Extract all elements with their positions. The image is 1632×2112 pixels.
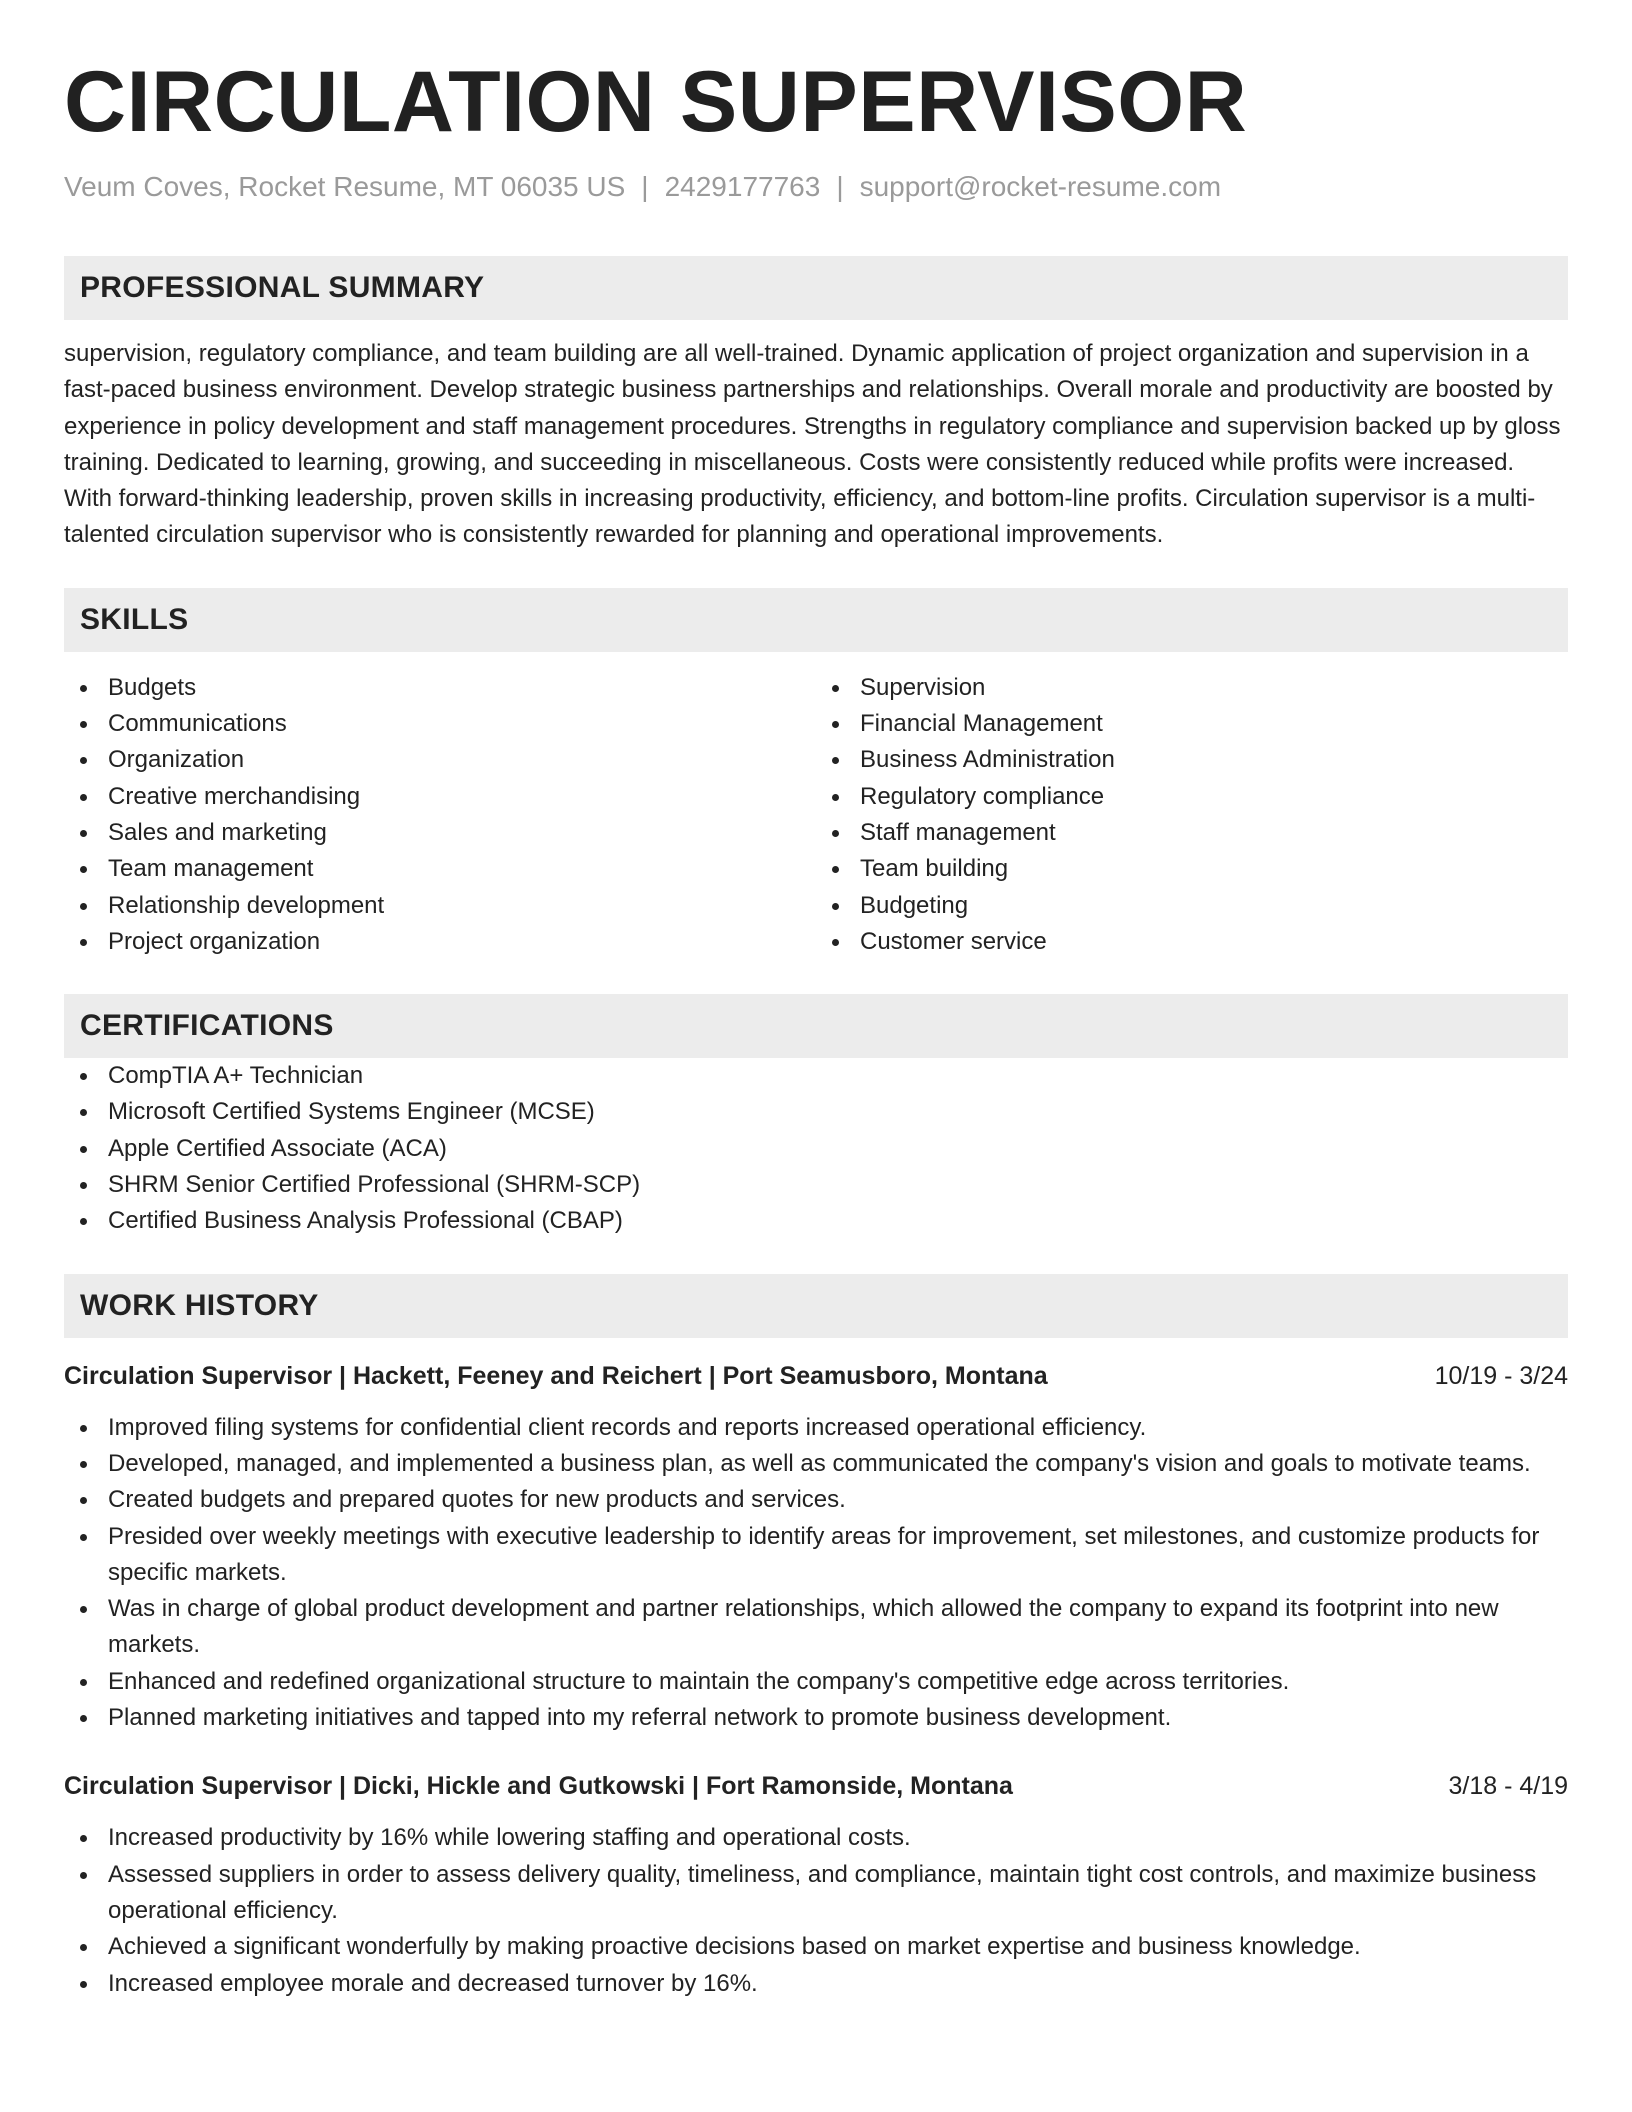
summary-text: supervision, regulatory compliance, and team building are all well-trained. Dynamic application of project organization and supervision in a fast-paced business environment. Develop strategic business partnerships and relationships. Overall morale and productivity are boosted by experience in policy development and staff management procedures. Strengths in regulatory compliance and supervision backed up by gloss training. Dedicated to learning, growing, and succeeding in miscellaneous. Costs were consistently reduced while profits were increased. With forward-thinking leadership, proven skills in increasing productivity, efficiency, and bottom-line profits. Circulation supervisor is a multi-talented circulation supervisor who is consistently rewarded for planning and operational improvements. bbox=[64, 340, 1561, 549]
certification-item: CompTIA A+ Technician bbox=[64, 1058, 1568, 1094]
job-bullet: Presided over weekly meetings with executive leadership to identify areas for improvement, set milestones, and customize products for specific markets. bbox=[64, 1519, 1568, 1592]
work-history-list bbox=[64, 1358, 1568, 2002]
skill-item: Budgets bbox=[64, 670, 816, 706]
section-header-work-history: WORK HISTORY bbox=[64, 1274, 1568, 1338]
job-title: Circulation Supervisor | Dicki, Hickle and Gutkowski | Fort Ramonside, Montana bbox=[64, 1772, 1013, 1801]
job-bullets bbox=[64, 1820, 1568, 2001]
section-header-skills: SKILLS bbox=[64, 588, 1568, 652]
skill-item: Business Administration bbox=[816, 742, 1568, 778]
job-bullet: Enhanced and redefined organizational structure to maintain the company's competitive edge across territories. bbox=[64, 1664, 1568, 1700]
contact-address: Veum Coves, Rocket Resume, MT 06035 US bbox=[64, 171, 626, 202]
certifications-list bbox=[64, 1058, 1568, 1239]
job-bullet: Developed, managed, and implemented a business plan, as well as communicated the company's vision and goals to motivate teams. bbox=[64, 1446, 1568, 1482]
skill-item: Organization bbox=[64, 742, 816, 778]
contact-separator: | bbox=[641, 171, 649, 202]
skills-list-right bbox=[816, 670, 1568, 960]
job-dates: 10/19 - 3/24 bbox=[1434, 1361, 1568, 1390]
job-title: Circulation Supervisor | Hackett, Feeney and Reichert | Port Seamusboro, Montana bbox=[64, 1361, 1048, 1390]
job-entry bbox=[64, 1768, 1568, 2001]
skill-item: Budgeting bbox=[816, 888, 1568, 924]
job-bullet: Increased employee morale and decreased turnover by 16%. bbox=[64, 1966, 1568, 2002]
resume-name: CIRCULATION SUPERVISOR bbox=[64, 54, 1248, 150]
job-entry bbox=[64, 1358, 1568, 1737]
job-bullet: Created budgets and prepared quotes for new products and services. bbox=[64, 1482, 1568, 1518]
skill-item: Regulatory compliance bbox=[816, 779, 1568, 815]
job-bullet: Planned marketing initiatives and tapped into my referral network to promote business development. bbox=[64, 1700, 1568, 1736]
certification-item: Microsoft Certified Systems Engineer (MCSE) bbox=[64, 1094, 1568, 1130]
certification-item: Apple Certified Associate (ACA) bbox=[64, 1131, 1568, 1167]
skill-item: Communications bbox=[64, 706, 816, 742]
skill-item: Sales and marketing bbox=[64, 815, 816, 851]
contact-email: support@rocket-resume.com bbox=[859, 171, 1222, 202]
skill-item: Team management bbox=[64, 851, 816, 887]
job-bullet: Was in charge of global product development and partner relationships, which allowed the company to expand its footprint into new markets. bbox=[64, 1591, 1568, 1664]
job-header bbox=[64, 1358, 1568, 1394]
job-bullet: Increased productivity by 16% while lowering staffing and operational costs. bbox=[64, 1820, 1568, 1856]
job-bullet: Assessed suppliers in order to assess delivery quality, timeliness, and compliance, maintain tight cost controls, and maximize business operational efficiency. bbox=[64, 1857, 1568, 1930]
job-bullet: Improved filing systems for confidential client records and reports increased operational efficiency. bbox=[64, 1410, 1568, 1446]
skill-item: Staff management bbox=[816, 815, 1568, 851]
skill-item: Project organization bbox=[64, 924, 816, 960]
job-dates: 3/18 - 4/19 bbox=[1448, 1772, 1568, 1801]
section-header-summary: PROFESSIONAL SUMMARY bbox=[64, 256, 1568, 320]
skills-list-left bbox=[64, 670, 816, 960]
section-header-certifications: CERTIFICATIONS bbox=[64, 994, 1568, 1058]
skill-item: Creative merchandising bbox=[64, 779, 816, 815]
job-bullet: Achieved a significant wonderfully by making proactive decisions based on market expertise and business knowledge. bbox=[64, 1929, 1568, 1965]
job-bullets bbox=[64, 1410, 1568, 1737]
skill-item: Customer service bbox=[816, 924, 1568, 960]
certification-item: Certified Business Analysis Professional (CBAP) bbox=[64, 1203, 1568, 1239]
skill-item: Relationship development bbox=[64, 888, 816, 924]
job-header bbox=[64, 1768, 1568, 1804]
contact-separator: | bbox=[836, 171, 844, 202]
certification-item: SHRM Senior Certified Professional (SHRM-SCP) bbox=[64, 1167, 1568, 1203]
skill-item: Team building bbox=[816, 851, 1568, 887]
contact-line bbox=[64, 170, 1568, 204]
skill-item: Financial Management bbox=[816, 706, 1568, 742]
contact-phone: 2429177763 bbox=[664, 171, 821, 202]
skills-grid bbox=[64, 670, 1568, 960]
skill-item: Supervision bbox=[816, 670, 1568, 706]
